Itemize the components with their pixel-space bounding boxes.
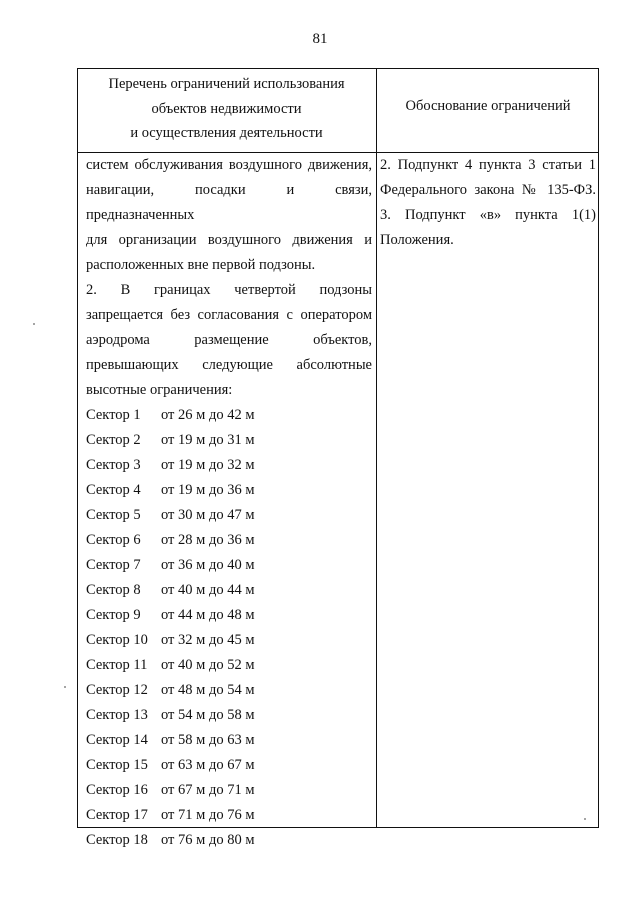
sector-range: от 32 м до 45 м	[161, 632, 255, 648]
header-left-line: Перечень ограничений использования	[108, 76, 345, 92]
justification-line: Положения.	[380, 232, 454, 248]
sector-range: от 54 м до 58 м	[161, 707, 255, 723]
sector-name: Сектор 16	[86, 782, 148, 798]
sector-range: от 19 м до 31 м	[161, 432, 255, 448]
scan-speck	[64, 686, 66, 688]
sector-name: Сектор 5	[86, 507, 141, 523]
sector-row	[86, 828, 372, 853]
justification-line: Федерального закона № 135-ФЗ.	[380, 182, 596, 198]
sector-range: от 28 м до 36 м	[161, 532, 255, 548]
item2-line: высотные ограничения:	[86, 382, 233, 398]
sector-name: Сектор 4	[86, 482, 141, 498]
sector-range: от 71 м до 76 м	[161, 807, 255, 823]
sector-name: Сектор 15	[86, 757, 148, 773]
sector-name: Сектор 3	[86, 457, 141, 473]
sector-name: Сектор 10	[86, 632, 148, 648]
sector-list	[86, 403, 372, 853]
sector-name: Сектор 7	[86, 557, 141, 573]
sector-range: от 48 м до 54 м	[161, 682, 255, 698]
sector-row	[86, 428, 372, 453]
sector-row	[86, 628, 372, 653]
scan-speck	[584, 818, 586, 820]
justification-column	[380, 153, 596, 253]
sector-row	[86, 753, 372, 778]
item2-line: 2. В границах четвертой подзоны	[86, 282, 372, 298]
sector-name: Сектор 1	[86, 407, 141, 423]
sector-name: Сектор 9	[86, 607, 141, 623]
sector-range: от 40 м до 44 м	[161, 582, 255, 598]
header-right: Обоснование ограничений	[405, 98, 571, 114]
intro-line: систем обслуживания воздушного движения,	[86, 157, 372, 173]
sector-range: от 58 м до 63 м	[161, 732, 255, 748]
sector-name: Сектор 6	[86, 532, 141, 548]
sector-row	[86, 478, 372, 503]
header-left-line: объектов недвижимости	[151, 100, 302, 117]
scan-speck	[33, 323, 35, 325]
sector-row	[86, 703, 372, 728]
sector-range: от 36 м до 40 м	[161, 557, 255, 573]
sector-range: от 67 м до 71 м	[161, 782, 255, 798]
item2-line: запрещается без согласования с оператором	[86, 307, 372, 323]
sector-range: от 30 м до 47 м	[161, 507, 255, 523]
sector-row	[86, 653, 372, 678]
sector-row	[86, 528, 372, 553]
sector-name: Сектор 17	[86, 807, 148, 823]
sector-name: Сектор 2	[86, 432, 141, 448]
sector-name: Сектор 13	[86, 707, 148, 723]
sector-range: от 63 м до 67 м	[161, 757, 255, 773]
sector-row	[86, 453, 372, 478]
sector-row	[86, 778, 372, 803]
sector-range: от 76 м до 80 м	[161, 832, 255, 848]
sector-row	[86, 678, 372, 703]
justification-line: 3. Подпункт «в» пункта 1(1)	[380, 207, 596, 223]
header-left	[80, 72, 373, 146]
sector-name: Сектор 18	[86, 832, 148, 848]
sector-name: Сектор 8	[86, 582, 141, 598]
sector-name: Сектор 14	[86, 732, 148, 748]
sector-range: от 19 м до 36 м	[161, 482, 255, 498]
justification-line: 2. Подпункт 4 пункта 3 статьи 1	[380, 157, 596, 173]
intro-line: навигации, посадки и связи, предназначенных	[86, 182, 372, 223]
intro-line: для организации воздушного движения и	[86, 232, 372, 248]
sector-name: Сектор 12	[86, 682, 148, 698]
sector-row	[86, 553, 372, 578]
header-left-line: и осуществления деятельности	[130, 125, 323, 141]
item2-line: аэродрома размещение объектов,	[86, 332, 372, 348]
sector-range: от 26 м до 42 м	[161, 407, 255, 423]
sector-row	[86, 578, 372, 603]
intro-line: расположенных вне первой подзоны.	[86, 257, 316, 273]
sector-range: от 44 м до 48 м	[161, 607, 255, 623]
sector-range: от 19 м до 32 м	[161, 457, 255, 473]
item2-line: превышающих следующие абсолютные	[86, 357, 372, 373]
sector-name: Сектор 11	[86, 657, 148, 673]
sector-row	[86, 603, 372, 628]
sector-range: от 40 м до 52 м	[161, 657, 255, 673]
sector-row	[86, 403, 372, 428]
sector-row	[86, 503, 372, 528]
sector-row	[86, 728, 372, 753]
column-divider	[376, 68, 377, 828]
restrictions-column	[86, 153, 372, 853]
sector-row	[86, 803, 372, 828]
page-number: 81	[312, 31, 328, 47]
